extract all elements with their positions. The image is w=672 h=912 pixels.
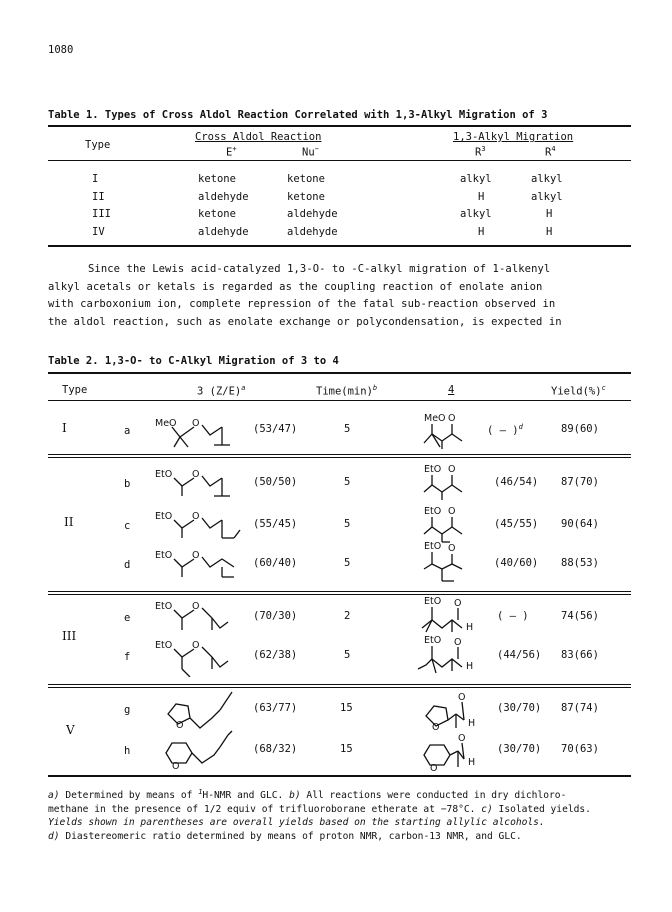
svg-text:O: O (192, 640, 200, 651)
yield: 90(64) (561, 518, 599, 530)
svg-text:EtO: EtO (155, 511, 173, 522)
table1-cell-r4: alkyl (531, 173, 563, 185)
compound-3-structure (150, 415, 250, 451)
svg-text:O: O (448, 413, 456, 424)
svg-text:EtO: EtO (155, 469, 173, 480)
compound-3-structure (158, 729, 248, 775)
table2-row (0, 598, 672, 638)
table1-bottom-rule (48, 245, 631, 247)
compound-4-structure (420, 594, 492, 638)
ze-ratio: (60/40) (253, 557, 298, 569)
table2-header-rule (48, 400, 631, 401)
table2-caption: Table 2. 1,3-O- to C-Alkyl Migration of 3 to 4 (48, 355, 339, 367)
table1-header-r4: $R^4$ (545, 145, 556, 159)
ze-ratio: (62/38) (253, 649, 298, 661)
compound-id: b (124, 478, 131, 490)
table1-cell-e: aldehyde (198, 190, 249, 203)
compound-id: f (124, 651, 131, 663)
table2-group-rule (48, 594, 631, 595)
table2-header-time: $Time(\min)^b$ (316, 384, 378, 398)
table1-header-cross-aldol: Cross Aldol Reaction (195, 131, 322, 143)
paragraph-line: with carboxonium ion, complete repression of the fatal sub-reaction observed in (48, 298, 556, 310)
diastereomer-ratio: (40/60) (494, 557, 539, 569)
yield: 87(74) (561, 702, 599, 714)
table2-group-rule (48, 684, 631, 685)
svg-text:EtO: EtO (424, 506, 442, 517)
table1-cell-type: IV (92, 225, 105, 238)
ze-ratio: (68/32) (253, 743, 298, 755)
paragraph-line: alkyl acetals or ketals is regarded as the coupling reaction of enolate anion (48, 280, 543, 293)
yield: 70(63) (561, 743, 599, 755)
table1-cell-type: III (92, 208, 111, 220)
table2-footnotes (48, 786, 638, 843)
table2-group-type: I (62, 421, 67, 435)
time-min: 5 (344, 649, 351, 661)
svg-text:O: O (192, 469, 200, 480)
compound-4-structure (420, 502, 490, 544)
table2-group-type: III (62, 629, 77, 643)
table2-group-rule (48, 591, 631, 592)
diastereomer-ratio: (46/54) (494, 476, 539, 488)
yield: 89(60) (561, 423, 599, 435)
time-min: 5 (344, 518, 351, 530)
svg-text:EtO: EtO (155, 640, 173, 651)
svg-text:EtO: EtO (424, 635, 442, 646)
svg-text:MeO: MeO (155, 418, 177, 429)
table1-cell-r3: alkyl (460, 208, 492, 220)
table1-top-rule (48, 125, 631, 127)
svg-text:H: H (466, 661, 474, 672)
table2-group-type: V (66, 723, 75, 737)
svg-text:EtO: EtO (424, 464, 442, 475)
time-min: 2 (344, 610, 351, 622)
table1-cell-nu: aldehyde (287, 225, 338, 238)
svg-text:O: O (432, 722, 440, 733)
table2-row (0, 541, 672, 583)
compound-id: a (124, 425, 131, 437)
table1-header-type: Type (85, 139, 111, 151)
body-paragraph (48, 261, 638, 331)
yield: 88(53) (561, 557, 599, 569)
compound-3-structure (150, 637, 250, 677)
table2-group-rule (48, 687, 631, 688)
page-number: 1080 (48, 44, 74, 56)
footnote-line: d) Diastereomeric ratio determined by means of proton NMR, carbon-13 NMR, and GLC. (48, 830, 522, 842)
time-min: 15 (340, 702, 353, 714)
svg-text:O: O (448, 543, 456, 554)
table2-row (0, 415, 672, 451)
table2-row (0, 735, 672, 777)
yield: 87(70) (561, 476, 599, 488)
table1-row (0, 226, 672, 244)
svg-text:O: O (172, 761, 180, 772)
table1-cell-r3: H (478, 190, 485, 203)
svg-text:EtO: EtO (424, 541, 442, 552)
yield: 83(66) (561, 649, 599, 661)
table2-header-4: 4 (448, 384, 455, 396)
svg-text:O: O (458, 733, 466, 744)
table1-cell-e: ketone (198, 208, 236, 220)
paragraph-line: Since the Lewis acid-catalyzed 1,3-O- to -C-alkyl migration of 1-alkenyl (88, 263, 551, 275)
compound-4-structure (418, 729, 494, 775)
compound-3-structure (150, 466, 250, 502)
table2-group-rule (48, 454, 631, 455)
svg-text:O: O (192, 418, 200, 429)
table1-header-migration: 1,3-Alkyl Migration (453, 131, 574, 143)
svg-text:O: O (448, 506, 456, 517)
table1-header-e: E+ (226, 145, 237, 159)
ze-ratio: (50/50) (253, 476, 298, 488)
ze-ratio: (70/30) (253, 610, 298, 622)
table2-top-rule (48, 372, 631, 374)
table2-header-yield: Yield(%)$^c$ (551, 384, 606, 398)
table1-cell-type: I (92, 173, 99, 185)
table2-row (0, 508, 672, 544)
ze-ratio: (53/47) (253, 423, 298, 435)
compound-id: d (124, 559, 131, 571)
svg-text:EtO: EtO (424, 596, 442, 607)
table1-cell-r4: H (546, 208, 553, 220)
diastereomer-ratio: (45/55) (494, 518, 539, 530)
svg-text:EtO: EtO (155, 550, 173, 561)
table1-cell-e: aldehyde (198, 225, 249, 238)
compound-4-structure (420, 460, 490, 502)
table1-row (0, 191, 672, 209)
table2-header-3: 3 $(Z/E)^a$ (197, 384, 246, 398)
table1-cell-nu: aldehyde (287, 208, 338, 220)
svg-text:O: O (192, 511, 200, 522)
time-min: 15 (340, 743, 353, 755)
table1-header-nu: Nu− (302, 145, 319, 159)
time-min: 5 (344, 557, 351, 569)
compound-3-structure (150, 598, 250, 638)
svg-text:O: O (192, 601, 200, 612)
svg-text:H: H (468, 757, 476, 768)
yield: 74(56) (561, 610, 599, 622)
table2-row (0, 637, 672, 677)
time-min: 5 (344, 476, 351, 488)
time-min: 5 (344, 423, 351, 435)
table1-cell-r3: H (478, 225, 485, 238)
table1-cell-type: II (92, 190, 105, 203)
diastereomer-ratio: (30/70) (497, 702, 542, 714)
compound-3-structure (150, 547, 250, 583)
svg-text:O: O (454, 598, 462, 609)
table1-caption: Table 1. Types of Cross Aldol Reaction Correlated with 1,3-Alkyl Migration of 3 (48, 109, 548, 121)
table1-mid-rule (48, 160, 631, 161)
svg-text:O: O (192, 550, 200, 561)
compound-3-structure (158, 688, 248, 734)
table2-row (0, 692, 672, 734)
svg-text:O: O (458, 692, 466, 703)
svg-text:MeO: MeO (424, 413, 446, 424)
paragraph-line: the aldol reaction, such as enolate exchange or polycondensation, is expected in (48, 315, 562, 328)
svg-text:O: O (454, 637, 462, 648)
footnote-line: Yields shown in parentheses are overall yields based on the starting allylic alcohols. (48, 817, 545, 829)
table1-cell-r4: H (546, 225, 553, 238)
diastereomer-ratio: (44/56) (497, 649, 542, 661)
footnote-line: methane in the presence of 1/2 equiv of trifluoroborane etherate at −78°C. c) Isolated yields. (48, 803, 591, 815)
table1-cell-nu: ketone (287, 190, 325, 203)
svg-text:O: O (176, 720, 184, 731)
compound-4-structure (416, 633, 492, 677)
table1-row (0, 208, 672, 226)
svg-text:EtO: EtO (155, 601, 173, 612)
svg-text:H: H (468, 718, 476, 729)
compound-id: e (124, 612, 131, 624)
ze-ratio: (55/45) (253, 518, 298, 530)
table1-cell-nu: ketone (287, 173, 325, 185)
table1-row (0, 173, 672, 191)
table1-body (0, 173, 672, 243)
table1-cell-e: ketone (198, 173, 236, 185)
diastereomer-ratio: ( — ) (497, 610, 529, 622)
table2-row (0, 466, 672, 502)
svg-text:O: O (430, 763, 438, 774)
diastereomer-ratio: ( — )$^d$ (487, 423, 523, 437)
compound-id: g (124, 704, 131, 716)
compound-3-structure (150, 508, 250, 544)
table1-cell-r4: alkyl (531, 190, 563, 203)
svg-text:O: O (448, 464, 456, 475)
compound-id: h (124, 745, 131, 757)
compound-id: c (124, 520, 131, 532)
table2-header-type: Type (62, 384, 88, 396)
footnote-line: a) Determined by means of $^1$H-NMR and GLC. b) All reactions were conducted in dry dichloro- (48, 788, 567, 802)
compound-4-structure (418, 688, 494, 734)
table2-group-type: II (64, 515, 74, 529)
compound-4-structure (420, 409, 490, 451)
ze-ratio: (63/77) (253, 702, 298, 714)
table1-cell-r3: alkyl (460, 173, 492, 185)
svg-text:H: H (466, 622, 474, 633)
table1-header-r3: $R^3$ (475, 145, 486, 159)
diastereomer-ratio: (30/70) (497, 743, 542, 755)
table2-group-rule (48, 457, 631, 458)
compound-4-structure (420, 539, 490, 583)
